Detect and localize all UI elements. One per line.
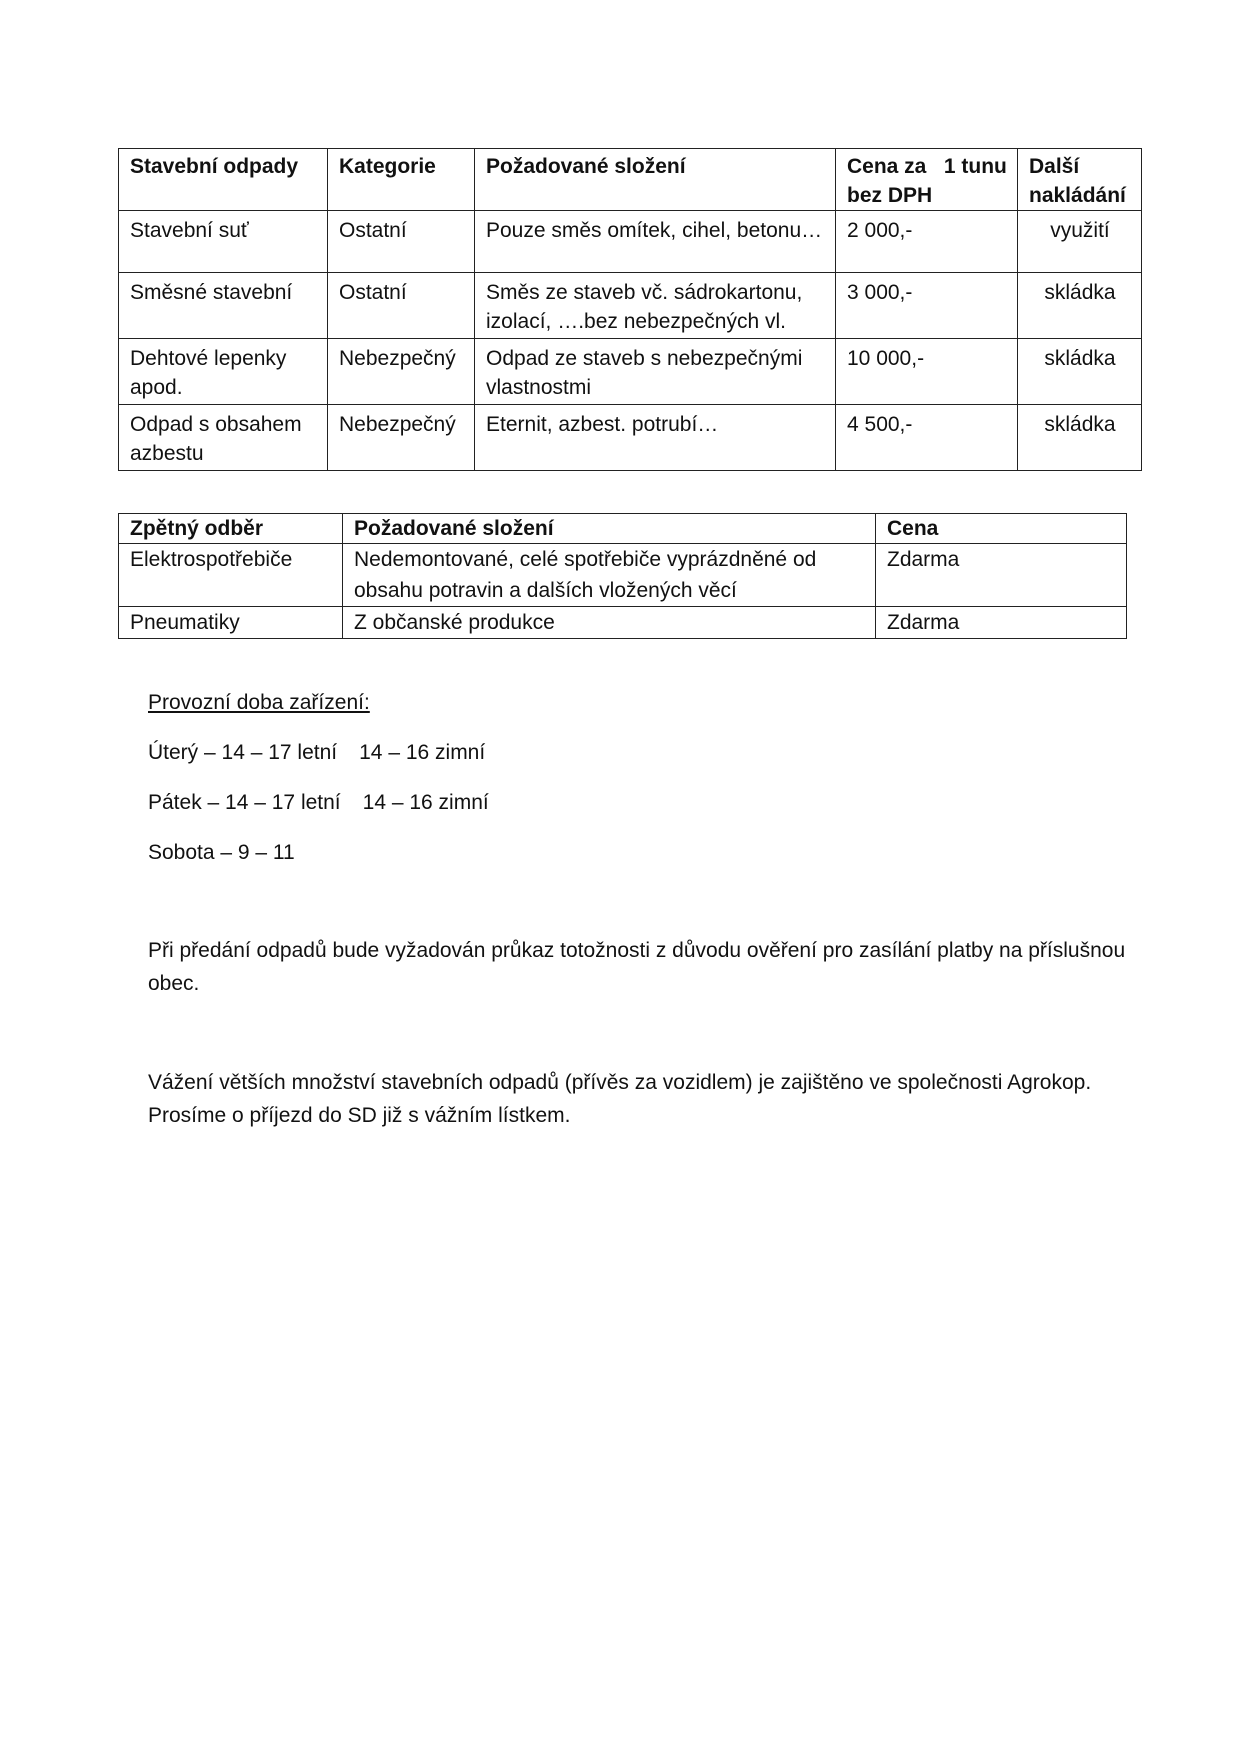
category-cell: Ostatní — [328, 211, 475, 273]
waste-name-cell: Dehtové lepenky apod. — [119, 339, 328, 405]
price-cell: Zdarma — [876, 544, 1127, 607]
friday-summer-hours: Pátek – 14 – 17 letní — [148, 791, 341, 814]
composition-cell: Eternit, azbest. potrubí… — [475, 405, 836, 471]
table-header-row — [119, 514, 1127, 544]
table-row — [119, 211, 1142, 273]
table-row — [119, 339, 1142, 405]
composition-cell: Pouze směs omítek, cihel, betonu… — [475, 211, 836, 273]
handling-cell: skládka — [1018, 273, 1142, 339]
opening-hours-friday — [148, 786, 489, 819]
waste-name-cell: Odpad s obsahem azbestu — [119, 405, 328, 471]
take-back-table — [118, 513, 1127, 639]
construction-waste-table — [118, 148, 1142, 471]
column-header-category: Kategorie — [328, 149, 475, 211]
opening-hours-heading: Provozní doba zařízení: — [148, 691, 370, 714]
price-cell: 3 000,- — [836, 273, 1018, 339]
tuesday-summer-hours: Úterý – 14 – 17 letní — [148, 741, 338, 764]
table-row — [119, 273, 1142, 339]
tuesday-winter-hours: 14 – 16 zimní — [359, 741, 486, 764]
composition-cell: Směs ze staveb vč. sádrokartonu, izolací, ….bez nebezpečných vl. — [475, 273, 836, 339]
category-cell: Ostatní — [328, 273, 475, 339]
handling-cell: skládka — [1018, 339, 1142, 405]
waste-name-cell: Stavební suť — [119, 211, 328, 273]
composition-cell: Z občanské produkce — [343, 607, 876, 639]
category-cell: Nebezpečný — [328, 405, 475, 471]
column-header-handling: Další nakládání — [1018, 149, 1142, 211]
table-row — [119, 607, 1127, 639]
column-header-take-back: Zpětný odběr — [119, 514, 343, 544]
price-cell: 2 000,- — [836, 211, 1018, 273]
price-cell: 10 000,- — [836, 339, 1018, 405]
handling-cell: využití — [1018, 211, 1142, 273]
handling-cell: skládka — [1018, 405, 1142, 471]
column-header-price: Cena za 1 tunu bez DPH — [836, 149, 1018, 211]
opening-hours-tuesday — [148, 736, 485, 769]
column-header-composition: Požadované složení — [343, 514, 876, 544]
friday-winter-hours: 14 – 16 zimní — [362, 791, 489, 814]
weighing-note: Vážení větších množství stavebních odpadů (přívěs za vozidlem) je zajištěno ve společnosti Agrokop. Prosíme o příjezd do SD již s vážním lístkem. — [148, 1071, 1092, 1127]
table-row — [119, 405, 1142, 471]
table-header-row — [119, 149, 1142, 211]
opening-hours-saturday: Sobota – 9 – 11 — [148, 841, 295, 864]
column-header-composition: Požadované složení — [475, 149, 836, 211]
price-cell: 4 500,- — [836, 405, 1018, 471]
table-row — [119, 544, 1127, 607]
item-name-cell: Pneumatiky — [119, 607, 343, 639]
composition-cell: Nedemontované, celé spotřebiče vyprázdněné od obsahu potravin a dalších vložených věcí — [343, 544, 876, 607]
category-cell: Nebezpečný — [328, 339, 475, 405]
column-header-price: Cena — [876, 514, 1127, 544]
column-header-waste: Stavební odpady — [119, 149, 328, 211]
price-cell: Zdarma — [876, 607, 1127, 639]
item-name-cell: Elektrospotřebiče — [119, 544, 343, 607]
waste-name-cell: Směsné stavební — [119, 273, 328, 339]
composition-cell: Odpad ze staveb s nebezpečnými vlastnostmi — [475, 339, 836, 405]
id-requirement-note: Při předání odpadů bude vyžadován průkaz totožnosti z důvodu ověření pro zasílání platby na příslušnou obec. — [148, 939, 1126, 995]
